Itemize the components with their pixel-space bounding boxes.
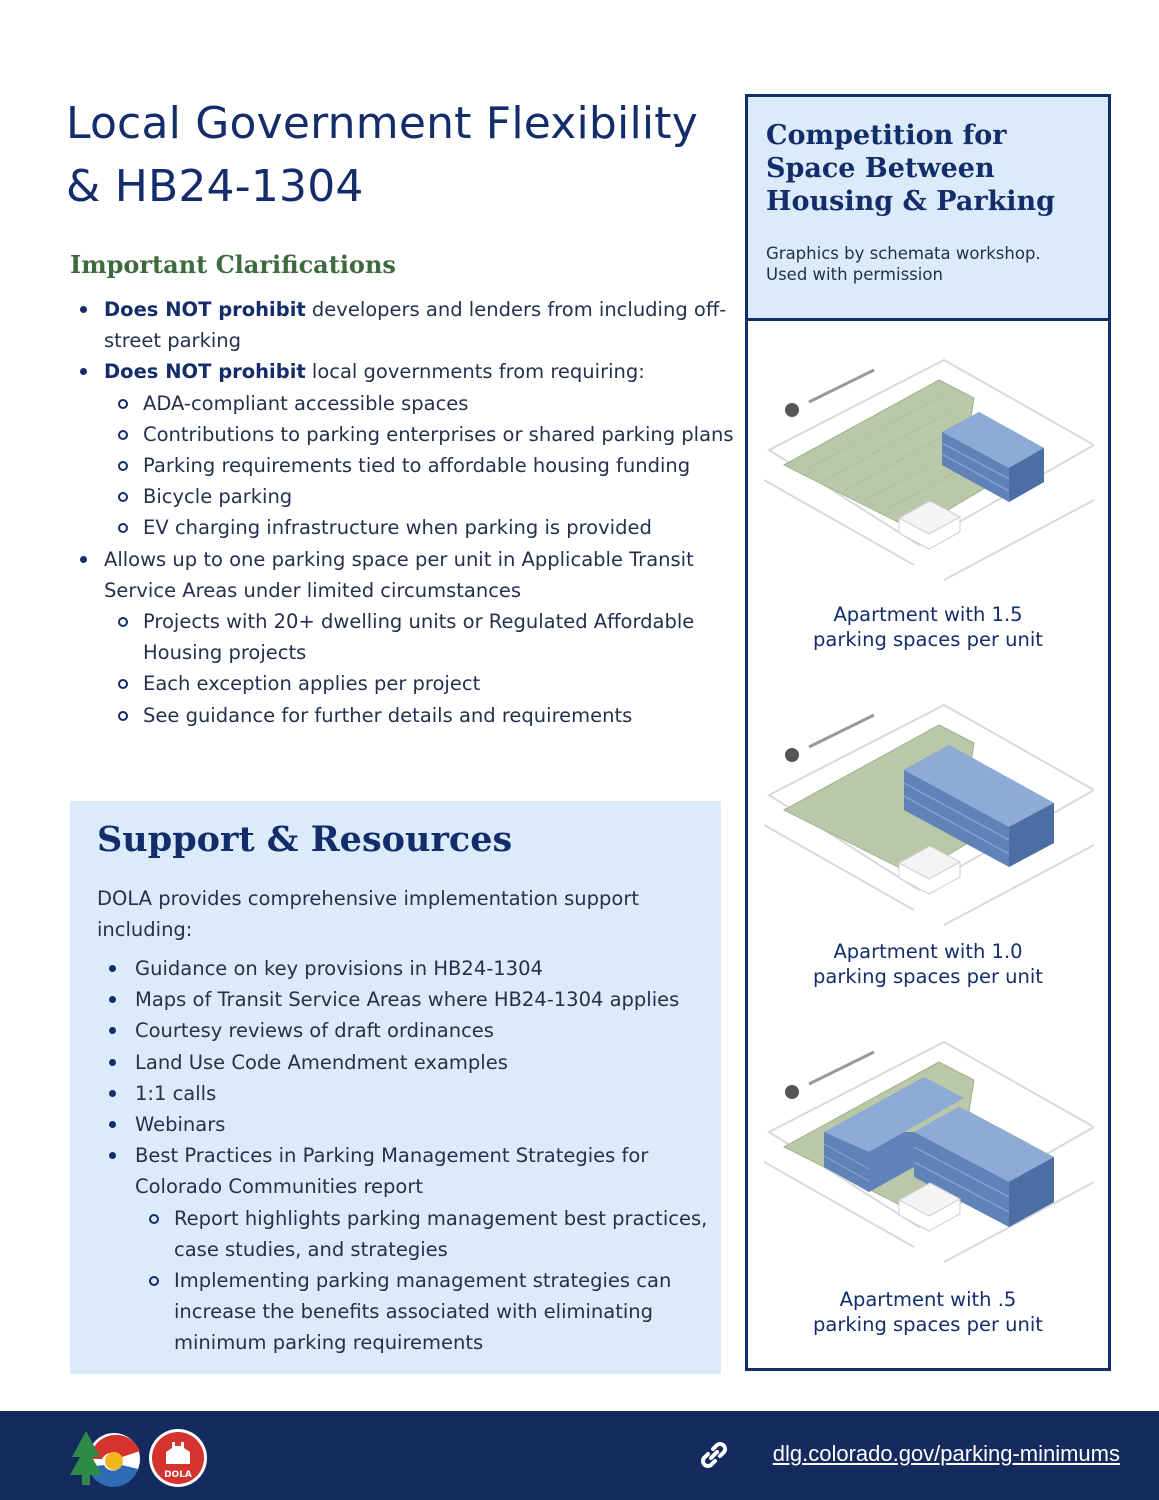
sub-list-item: Projects with 20+ dwelling units or Regulated Affordable Housing projects <box>104 606 740 668</box>
sub-list-item: Contributions to parking enterprises or shared parking plans <box>104 419 740 450</box>
dola-logo-icon <box>148 1428 208 1488</box>
graphics-credit: Graphics by schemata workshop. Used with permission <box>766 244 1041 284</box>
caption-0-5: Apartment with .5 parking spaces per unit <box>813 1288 1043 1336</box>
site-illustration-1-5 <box>764 350 1094 590</box>
sub-list-item: Bicycle parking <box>104 481 740 512</box>
list-item: Courtesy reviews of draft ordinances <box>99 1015 709 1046</box>
support-resources-panel <box>70 801 721 1374</box>
footer-bar <box>0 1411 1159 1500</box>
sub-list-item: Implementing parking management strategies can increase the benefits associated with eliminating minimum parking requirements <box>135 1265 709 1359</box>
site-illustration-0-5 <box>764 1032 1094 1272</box>
sub-list-item: Parking requirements tied to affordable housing funding <box>104 450 740 481</box>
sub-list-item: EV charging infrastructure when parking is provided <box>104 512 740 543</box>
sub-list-item: See guidance for further details and requirements <box>104 700 740 731</box>
page-title: Local Government Flexibility & HB24-1304 <box>66 98 698 212</box>
list-item: Land Use Code Amendment examples <box>99 1047 709 1078</box>
colorado-logo-icon <box>70 1423 144 1491</box>
clarifications-list <box>70 294 740 731</box>
sidebar-heading: Competition for Space Between Housing & Parking <box>766 120 1056 217</box>
caption-1-0: Apartment with 1.0 parking spaces per unit <box>813 940 1043 988</box>
caption-1-5: Apartment with 1.5 parking spaces per unit <box>813 603 1043 651</box>
list-item: Guidance on key provisions in HB24-1304 <box>99 953 709 984</box>
list-item: Allows up to one parking space per unit in Applicable Transit Service Areas under limited circumstances Projects with 20+ dwelling units or Regulated Affordable Housing projects Each exception applies per project See guidance for further details and requirements <box>70 544 740 731</box>
dola-logo-text: DOLA <box>164 1470 192 1480</box>
sub-list-item: Each exception applies per project <box>104 668 740 699</box>
sidebar-header <box>748 97 1108 321</box>
sub-list-item: Report highlights parking management best practices, case studies, and strategies <box>135 1203 709 1265</box>
link-icon <box>697 1438 731 1472</box>
website-link[interactable]: dlg.colorado.gov/parking-minimums <box>772 1441 1120 1466</box>
list-item: Maps of Transit Service Areas where HB24-1304 applies <box>99 984 709 1015</box>
support-heading: Support & Resources <box>97 819 513 860</box>
support-intro: DOLA provides comprehensive implementation support including: <box>97 887 640 941</box>
list-item: Webinars <box>99 1109 709 1140</box>
list-item: Best Practices in Parking Management Strategies for Colorado Communities report Report highlights parking management best practices, case studies, and strategies Implementing parking management strategies can increase the benefits associated with eliminating minimum parking requirements <box>99 1140 709 1358</box>
list-item: 1:1 calls <box>99 1078 709 1109</box>
list-item: Does NOT prohibit local governments from requiring: ADA-compliant accessible spaces Contributions to parking enterprises or shared parking plans Parking requirements tied to affordable housing funding Bicycle parking EV charging infrastructure when parking is provided <box>70 356 740 543</box>
site-illustration-1-0 <box>764 695 1094 935</box>
list-item: Does NOT prohibit developers and lenders from including off-street parking <box>70 294 740 356</box>
sub-list-item: ADA-compliant accessible spaces <box>104 388 740 419</box>
sidebar-panel <box>745 94 1111 1371</box>
clarifications-heading: Important Clarifications <box>70 250 396 279</box>
